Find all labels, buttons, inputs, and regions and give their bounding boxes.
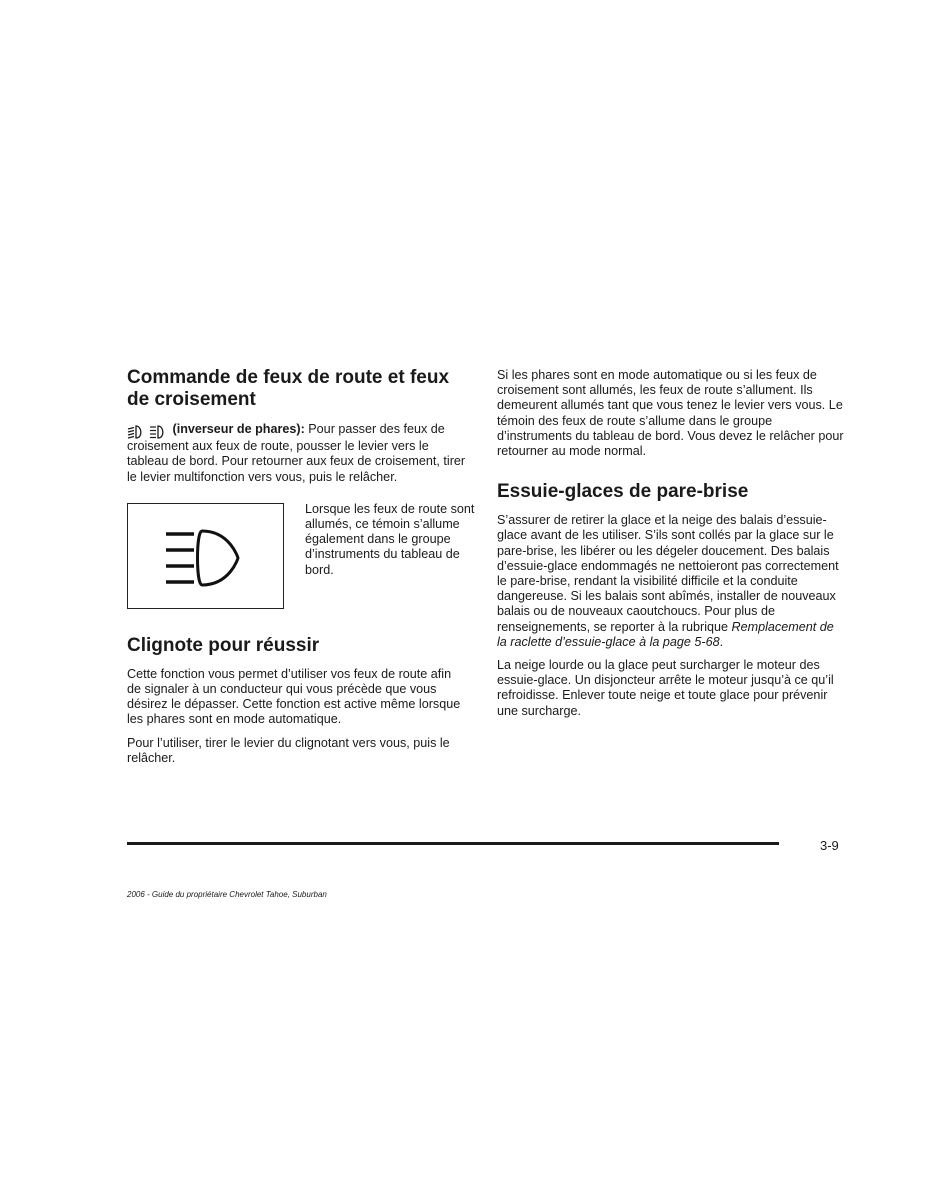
wiper-care-paragraph <box>497 513 847 650</box>
flash-to-pass-paragraph: Cette fonction vous permet d’utiliser vos feux de route afin de signaler à un conducteur qui vous précède que vous désirez le dépasser. Cette fonction est active même lorsque les phares sont en mode automatique. <box>127 666 461 727</box>
footer-text: 2006 - Guide du propriétaire Chevrolet Tahoe, Suburban <box>127 890 327 899</box>
right-column <box>497 368 847 719</box>
left-column <box>127 367 475 766</box>
indicator-figure <box>127 503 284 609</box>
high-beam-icon <box>149 425 167 439</box>
beam-changer-lead: (inverseur de phares): <box>172 422 305 436</box>
indicator-figure-row <box>127 501 475 613</box>
footer-rule <box>127 842 779 845</box>
beam-icons <box>127 424 167 439</box>
low-beam-icon <box>127 425 145 439</box>
wiper-overload-paragraph: La neige lourde ou la glace peut surcharger le moteur des essuie-glace. Un disjoncteur arrête le moteur jusqu’à ce qu’il refroidisse. Enlever toute neige et toute glace pour prévenir une surcharge. <box>497 658 834 718</box>
wiper-care-end: . <box>719 634 724 649</box>
wiper-blade-reference: Remplacement de la raclette d’essuie-glace à la page 5-68 <box>497 619 834 649</box>
wiper-care-text: S’assurer de retirer la glace et la neige des balais d’essuie-glace avant de les utiliser. S’ils sont collés par la glace sur le pare-brise, les libérer ou les dégeler doucement. Des balais d’essuie-glace endommagés ne nettoieront pas correctement le pare-brise, rendant la visibilité difficile et la conduite dangereuse. Si les balais sont abîmés, installer de nouveaux balais ou de nouveaux caoutchoucs. Pour plus de renseignements, se reporter à la rubrique <box>497 513 839 634</box>
section-title-high-low-beam: Commande de feux de route et feux de croisement <box>127 367 450 410</box>
high-beam-indicator-icon <box>166 528 254 588</box>
flash-to-pass-usage-paragraph: Pour l’utiliser, tirer le levier du clignotant vers vous, puis le relâcher. <box>127 735 450 765</box>
section-title-windshield-wipers: Essuie-glaces de pare-brise <box>497 481 749 503</box>
beam-changer-text: Pour passer des feux de croisement aux feux de route, pousser le levier vers le tableau de bord. Pour retourner aux feux de croisement, tirer le levier multifonction vers vous, puis le relâcher. <box>127 422 466 484</box>
beam-changer-paragraph <box>127 422 467 485</box>
automatic-mode-paragraph: Si les phares sont en mode automatique ou si les feux de croisement sont allumés, les feux de route s’allument. Ils demeurent allumés tant que vous tenez le levier vers vous. Le témoin des feux de route s’allume dans le groupe d’instruments du tableau de bord. Vous devez le relâcher pour retourner au mode normal. <box>497 368 844 459</box>
page-number: 3-9 <box>820 838 839 853</box>
section-title-flash-to-pass: Clignote pour réussir <box>127 634 320 656</box>
indicator-description: Lorsque les feux de route sont allumés, ce témoin s’allume également dans le groupe d’instruments du tableau de bord. <box>305 501 475 577</box>
